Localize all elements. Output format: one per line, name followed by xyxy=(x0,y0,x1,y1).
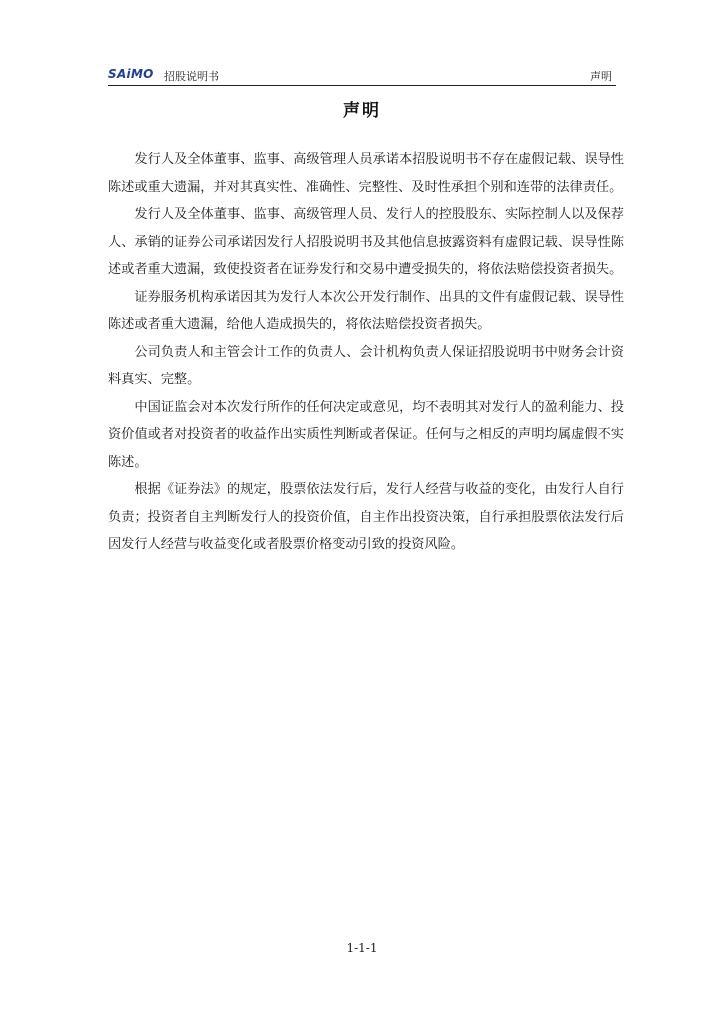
statement-paragraph: 发行人及全体董事、监事、高级管理人员承诺本招股说明书不存在虚假记载、误导性陈述或重大遗漏，并对其真实性、准确性、完整性、及时性承担个别和连带的法律责任。 xyxy=(108,152,624,195)
page-header xyxy=(108,66,616,86)
header-doc-name: 招股说明书 xyxy=(164,70,219,83)
header-divider xyxy=(108,85,616,86)
statement-paragraph: 证券服务机构承诺因其为发行人本次公开发行制作、出具的文件有虚假记载、误导性陈述或者重大遗漏，给他人造成损失的，将依法赔偿投资者损失。 xyxy=(108,289,624,332)
header-section-name: 声明 xyxy=(590,70,612,83)
statement-paragraph: 根据《证券法》的规定，股票依法发行后，发行人经营与收益的变化，由发行人自行负责；投资者自主判断发行人的投资价值，自主作出投资决策，自行承担股票依法发行后因发行人经营与收益变化或者股票价格变动引致的投资风险。 xyxy=(108,482,624,552)
page-title: 声明 xyxy=(343,101,381,121)
statement-paragraph: 公司负责人和主管会计工作的负责人、会计机构负责人保证招股说明书中财务会计资料真实、完整。 xyxy=(108,344,624,387)
saimo-logo: SAiMO xyxy=(108,67,154,81)
statement-paragraph: 中国证监会对本次发行所作的任何决定或意见，均不表明其对发行人的盈利能力、投资价值或者对投资者的收益作出实质性判断或者保证。任何与之相反的声明均属虚假不实陈述。 xyxy=(108,399,624,470)
statement-paragraph: 发行人及全体董事、监事、高级管理人员、发行人的控股股东、实际控制人以及保荐人、承销的证券公司承诺因发行人招股说明书及其他信息披露资料有虚假记载、误导性陈述或者重大遗漏，致使投资者在证券发行和交易中遭受损失的，将依法赔偿投资者损失。 xyxy=(108,207,624,277)
page-number: 1-1-1 xyxy=(346,941,378,955)
statement-body xyxy=(108,146,624,559)
